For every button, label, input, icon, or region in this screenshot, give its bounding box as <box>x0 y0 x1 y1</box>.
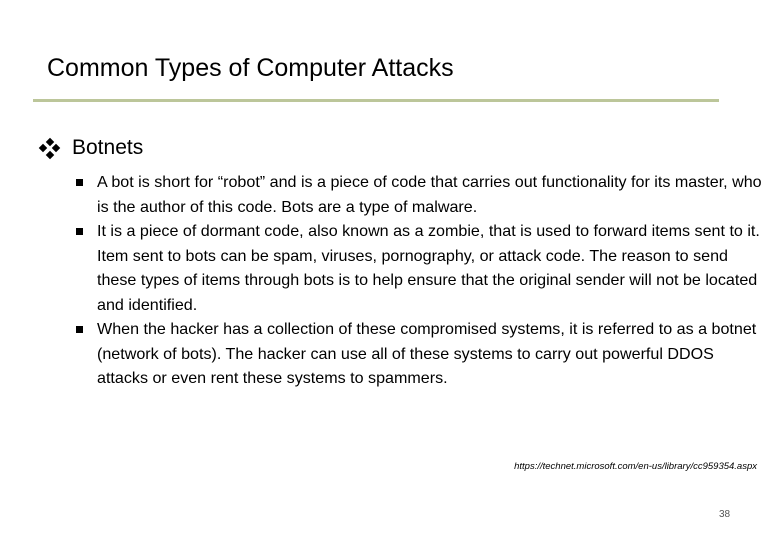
section-heading-text: Botnets <box>72 136 144 159</box>
section-heading <box>40 134 143 162</box>
list-item <box>74 317 764 391</box>
bullet-list <box>74 170 764 391</box>
page-number: 38 <box>719 509 731 520</box>
bullet-text: A bot is short for “robot” and is a piece of code that carries out functionality for its master, who is the author of this code. Bots are a type of malware. <box>97 173 762 216</box>
source-link[interactable]: https://technet.microsoft.com/en-us/library/cc959354.aspx <box>514 461 757 472</box>
square-bullet-icon <box>76 228 83 235</box>
bullet-text: It is a piece of dormant code, also known as a zombie, that is used to forward items sent to it. Item sent to bots can be spam, viruses, pornography, or attack code. The reason to send these types of items through bots is to help ensure that the original sender will not be located and identified. <box>97 222 760 314</box>
square-bullet-icon <box>76 179 83 186</box>
list-item <box>74 219 764 317</box>
list-item <box>74 170 764 219</box>
diamond-bullet-icon <box>40 139 59 158</box>
bullet-text: When the hacker has a collection of these compromised systems, it is referred to as a botnet (network of bots). The hacker can use all of these systems to carry out powerful DDOS attacks or even rent these systems to spammers. <box>97 320 757 387</box>
title-divider <box>33 99 719 102</box>
square-bullet-icon <box>76 326 83 333</box>
slide-title: Common Types of Computer Attacks <box>47 54 454 82</box>
